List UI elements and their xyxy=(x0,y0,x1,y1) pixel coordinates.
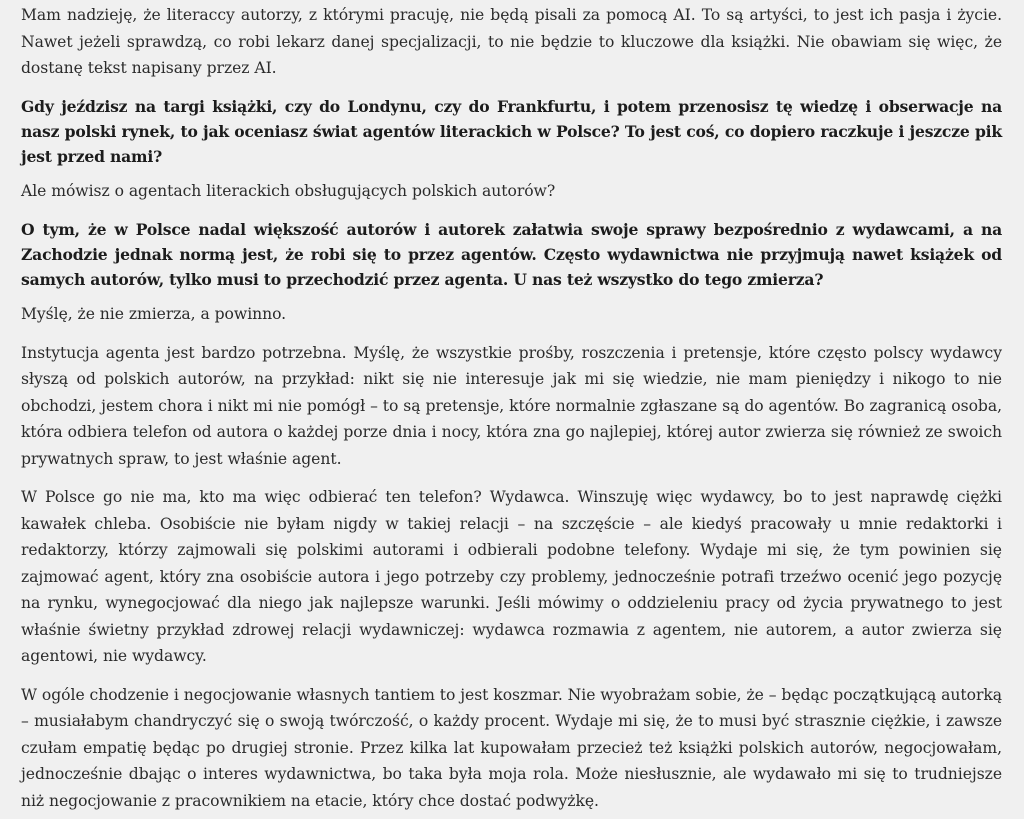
answer-paragraph: W Polsce go nie ma, kto ma więc odbierać ten telefon? Wydawca. Winszuję więc wydawcy, bo to jest naprawdę ciężki kawałek chleba. Osobiście nie byłam nigdy w takiej relacji – na szczęście – ale kiedyś pracowały u mnie redaktorki i redaktorzy, którzy zajmowali się polskimi autorami i odbierali podobne telefony. Wydaje mi się, że tym powinien się zajmować agent, który zna osobiście autora i jego potrzeby czy problemy, jednocześnie potrafi trzeźwo ocenić jego pozycję na rynku, wynegocjować dla niego jak najlepsze warunki. Jeśli mówimy o oddzieleniu pracy od życia prywatnego to jest właśnie świetny przykład zdrowej relacji wydawniczej: wydawca rozmawia z agentem, nie autorem, a autor zwierza się agentowi, nie wydawcy. xyxy=(21,488,1002,666)
question-paragraph: Gdy jeździsz na targi książki, czy do Londynu, czy do Frankfurtu, i potem przenosisz tę wiedzę i obserwacje na nasz polski rynek, to jak oceniasz świat agentów literackich w Polsce? To jest coś, co dopiero raczkuje i jeszcze pik jest przed nami? xyxy=(21,96,1002,166)
answer-paragraph: Mam nadzieję, że literaccy autorzy, z którymi pracuję, nie będą pisali za pomocą AI. To są artyści, to jest ich pasja i życie. Nawet jeżeli sprawdzą, co robi lekarz danej specjalizacji, to nie będzie to kluczowe dla książki. Nie obawiam się więc, że dostanę tekst napisany przez AI. xyxy=(21,6,1002,77)
answer-paragraph: Instytucja agenta jest bardzo potrzebna. Myślę, że wszystkie prośby, roszczenia i pretensje, które często polscy wydawcy słyszą od polskich autorów, na przykład: nikt się nie interesuje jak mi się wiedzie, nie mam pieniędzy i nikogo to nie obchodzi, jestem chora i nikt mi nie pomógł – to są pretensje, które normalnie zgłaszane są do agentów. Bo zagranicą osoba, która odbiera telefon od autora o każdej porze dnia i nocy, która zna go najlepiej, której autor zwierza się również ze swoich prywatnych spraw, to jest właśnie agent. xyxy=(21,343,1002,468)
answer-paragraph: Myślę, że nie zmierza, a powinno. xyxy=(21,305,287,324)
answer-paragraph: W ogóle chodzenie i negocjowanie własnych tantiem to jest koszmar. Nie wyobrażam sobie, że – będąc początkującą autorką – musiałabym chandryczyć się o swoją twórczość, o każdy procent. Wydaje mi się, że to musi być strasznie ciężkie, i zawsze czułam empatię będąc po drugiej stronie. Przez kilka lat kupowałam przecież też książki polskich autorów, negocjowałam, jednocześnie dbając o interes wydawnictwa, bo taka była moja rola. Może niesłusznie, ale wydawało mi się to trudniejsze niż negocjowanie z pracownikiem na etacie, który chce dostać podwyżkę. xyxy=(21,685,1002,810)
question-paragraph: O tym, że w Polsce nadal większość autorów i autorek załatwia swoje sprawy bezpośrednio z wydawcami, a na Zachodzie jednak normą jest, że robi się to przez agentów. Często wydawnictwa nie przyjmują nawet książek od samych autorów, tylko musi to przechodzić przez agenta. U nas też wszystko do tego zmierza? xyxy=(21,219,1002,290)
answer-paragraph: Ale mówisz o agentach literackich obsługujących polskich autorów? xyxy=(21,182,556,201)
